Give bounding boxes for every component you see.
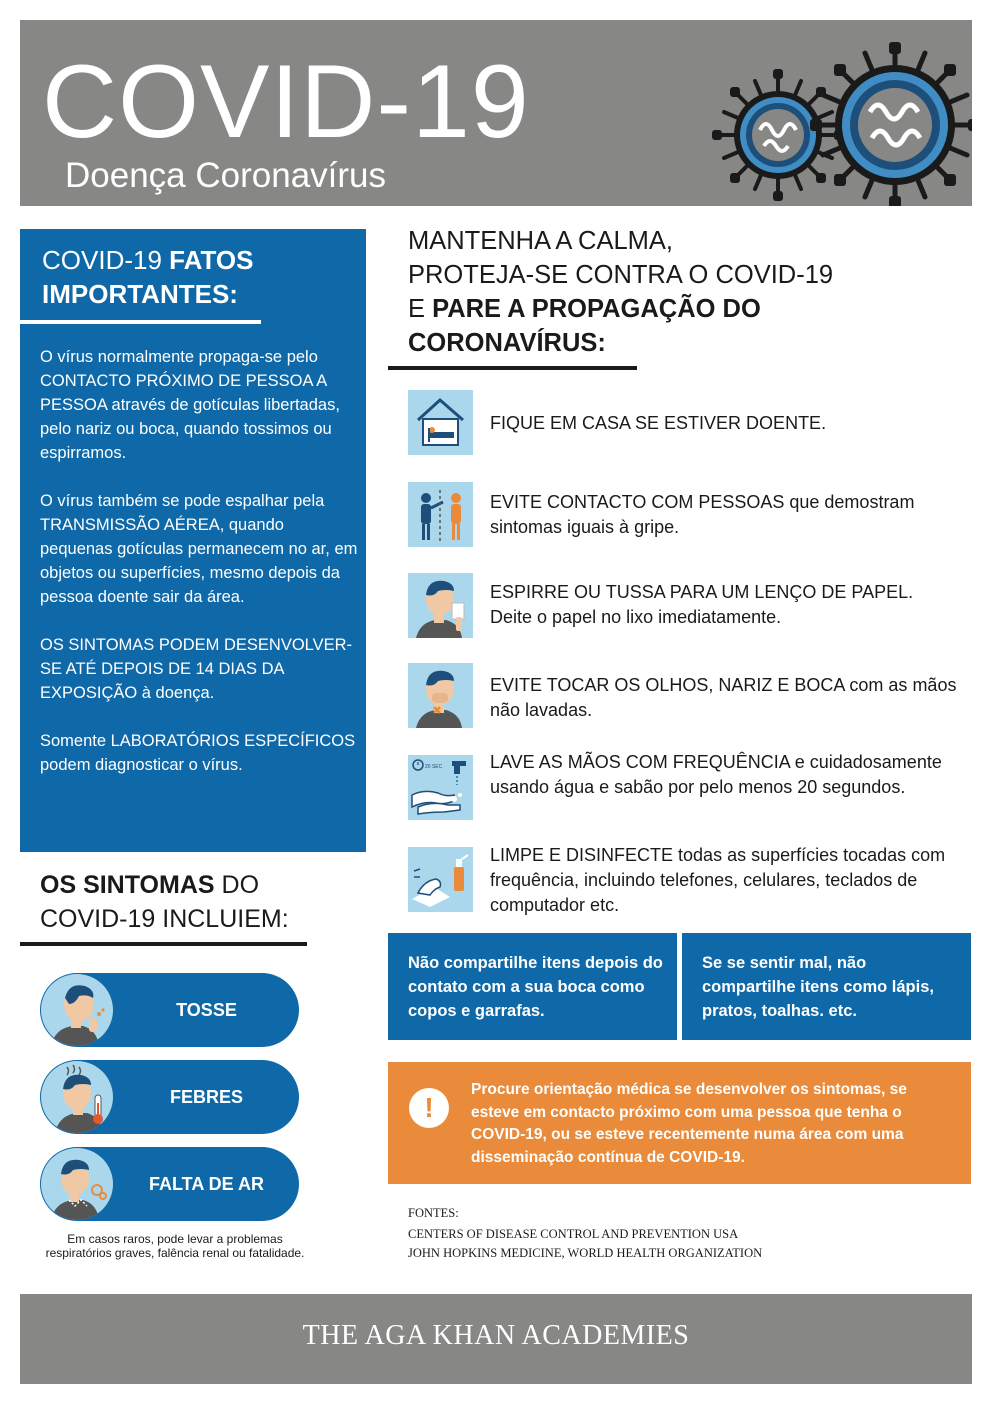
fact-paragraph: O vírus também se pode espalhar pela TRANSMISSÃO AÉREA, quando pequenas gotículas permanecem no ar, em objetos ou superfícies, mesmo depois da pessoa doente sair da área. xyxy=(40,492,358,606)
prevention-heading xyxy=(408,224,848,360)
facts-divider xyxy=(20,320,261,324)
footer-banner xyxy=(20,1294,972,1384)
medical-alert-text: Procure orientação médica se desenvolver os sintomas, se esteve em contacto próximo com uma pessoa que tenha o COVID-19, ou se esteve recentemente numa área com uma disseminação contínua de COVID-19. xyxy=(471,1081,907,1166)
tissue-icon xyxy=(408,573,473,638)
short-breath-icon xyxy=(41,1148,113,1220)
hand-wash-icon xyxy=(408,755,473,820)
facts-heading-bold: FATOS IMPORTANTES: xyxy=(42,245,254,309)
rare-cases-note: Em casos raros, pode levar a problemas respiratórios graves, falência renal ou fatalidade. xyxy=(45,1232,305,1260)
medical-alert-box xyxy=(388,1062,971,1184)
no-share-box-2 xyxy=(682,933,971,1040)
tip-wash-hands: LAVE AS MÃOS COM FREQUÊNCIA e cuidadosamente usando água e sabão por pelo menos 20 segundos. xyxy=(490,752,942,797)
prevention-divider xyxy=(388,366,637,370)
coronavirus-icon xyxy=(710,40,972,206)
tip-avoid-touch-face: EVITE TOCAR OS OLHOS, NARIZ E BOCA com as mãos não lavadas. xyxy=(490,675,957,720)
tip-avoid-contact: EVITE CONTACTO COM PESSOAS que demostram sintomas iguais à gripe. xyxy=(490,492,915,537)
fever-icon xyxy=(41,1061,113,1133)
symptoms-heading-bold: OS SINTOMAS xyxy=(40,871,215,899)
sources-line: JOHN HOPKINS MEDICINE, WORLD HEALTH ORGANIZATION xyxy=(408,1246,763,1260)
symptom-item-short-breath xyxy=(40,1147,299,1221)
fact-paragraph: O vírus normalmente propaga-se pelo CONTACTO PRÓXIMO DE PESSOA A PESSOA através de gotículas libertadas, pelo nariz ou boca, quando tossimos ou espirramos. xyxy=(40,348,340,462)
tip-stay-home: FIQUE EM CASA SE ESTIVER DOENTE. xyxy=(490,413,827,433)
sources xyxy=(408,1204,762,1263)
hand-wash-timer-label: 20 SEC xyxy=(425,764,443,770)
prevention-heading-bold: PARE A PROPAGAÇÃO DO CORONAVÍRUS: xyxy=(408,295,761,357)
symptom-item-fever xyxy=(40,1060,299,1134)
sources-line: CENTERS OF DISEASE CONTROL AND PREVENTION USA xyxy=(408,1227,739,1241)
fact-paragraph: Somente LABORATÓRIOS ESPECÍFICOS podem diagnosticar o vírus. xyxy=(40,732,356,774)
header-banner xyxy=(20,20,972,206)
symptoms-divider xyxy=(20,942,307,946)
organization-name: THE AGA KHAN ACADEMIES xyxy=(302,1320,690,1351)
prevention-heading-prefix: E xyxy=(408,295,433,323)
no-touch-face-icon xyxy=(408,663,473,728)
fact-paragraph: OS SINTOMAS PODEM DESENVOLVER-SE ATÉ DEPOIS DE 14 DIAS DA EXPOSIÇÃO à doença. xyxy=(40,636,353,702)
symptom-label: FALTA DE AR xyxy=(149,1174,264,1194)
no-share-text: Não compartilhe itens depois do contato com a sua boca como copos e garrafas. xyxy=(408,954,663,1020)
page-title: COVID-19 xyxy=(42,44,530,160)
no-share-box-1 xyxy=(388,933,677,1040)
prevention-heading-line: MANTENHA A CALMA, xyxy=(408,227,673,255)
facts-heading-plain: COVID-19 xyxy=(42,245,170,275)
no-share-text: Se se sentir mal, não compartilhe itens como lápis, pratos, toalhas. etc. xyxy=(702,954,934,1020)
symptoms-heading xyxy=(40,868,330,936)
page-subtitle: Doença Coronavírus xyxy=(65,156,386,195)
symptoms-heading-plain: DO COVID-19 INCLUIEM: xyxy=(40,871,289,933)
disinfect-icon xyxy=(408,847,473,912)
facts-heading xyxy=(42,243,362,311)
prevention-heading-line: PROTEJA-SE CONTRA O COVID-19 xyxy=(408,261,834,289)
cough-icon xyxy=(41,974,113,1046)
stay-home-icon xyxy=(408,390,473,455)
tip-sneeze-tissue: ESPIRRE OU TUSSA PARA UM LENÇO DE PAPEL. Deite o papel no lixo imediatamente. xyxy=(490,582,914,627)
facts-panel xyxy=(20,229,366,852)
symptom-label: FEBRES xyxy=(169,1087,243,1107)
facts-paragraphs xyxy=(40,345,360,801)
prevention-heading-line xyxy=(408,292,848,360)
tip-disinfect: LIMPE E DISINFECTE todas as superfícies tocadas com frequência, incluindo telefones, celulares, teclados de computador etc. xyxy=(490,845,946,915)
symptom-item-cough xyxy=(40,973,299,1047)
warning-icon: ! xyxy=(409,1088,449,1128)
distance-icon xyxy=(408,482,473,547)
sources-label: FONTES: xyxy=(408,1206,459,1220)
symptom-label: TOSSE xyxy=(176,1000,237,1020)
